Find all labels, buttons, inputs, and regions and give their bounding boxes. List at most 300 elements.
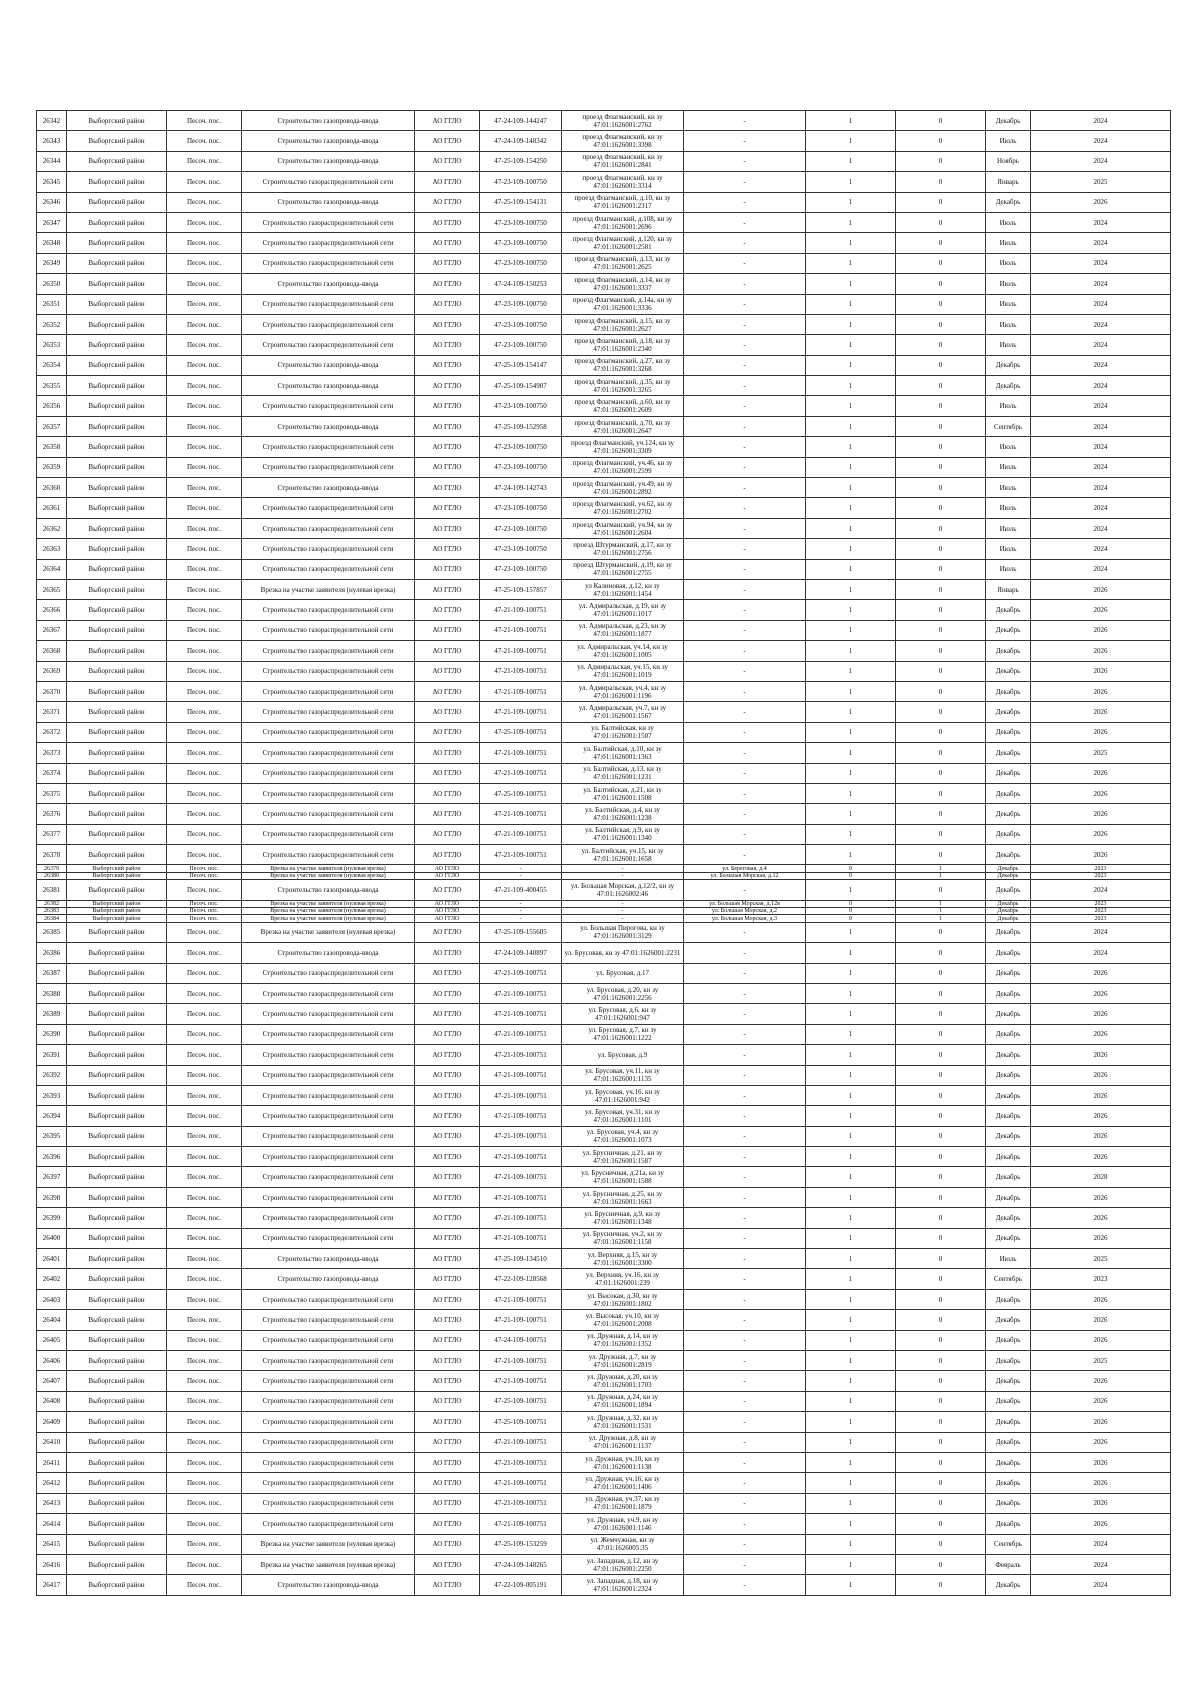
count-b-cell: 0 <box>896 783 986 803</box>
organization-cell: АО ГГЛО <box>415 1289 480 1309</box>
year-cell: 2025 <box>1031 743 1171 763</box>
street-address-cell: - <box>684 376 806 396</box>
organization-cell: АО ГГЛО <box>415 212 480 232</box>
year-cell: 2024 <box>1031 1534 1171 1554</box>
count-a-cell: 1 <box>806 1085 896 1105</box>
organization-cell: АО ГГЛО <box>415 1452 480 1472</box>
street-address-cell: - <box>684 457 806 477</box>
table-row <box>37 1249 1171 1269</box>
application-code-cell: 47-23-109-100750 <box>480 396 562 416</box>
row-number: 26376 <box>37 804 67 824</box>
year-cell: 2026 <box>1031 1514 1171 1534</box>
district-cell: Выборгский район <box>67 437 167 457</box>
cadastral-address-cell: ул. Адмиральская, уч.15, кн зу 47:01:1626001:1019 <box>562 661 684 681</box>
settlement-cell: Песоч. пос. <box>167 1249 242 1269</box>
street-address-cell: - <box>684 943 806 963</box>
work-type-cell: Строительство газопровода-ввода <box>242 1269 415 1289</box>
month-cell: Декабрь <box>986 743 1031 763</box>
year-cell: 2025 <box>1031 172 1171 192</box>
cadastral-address-cell: ул. Дружная, уч.9, кн зу 47:01:1626001:1146 <box>562 1514 684 1534</box>
district-cell: Выборгский район <box>67 1351 167 1371</box>
street-address-cell: - <box>684 1167 806 1187</box>
application-code-cell: 47-23-109-100750 <box>480 335 562 355</box>
organization-cell: АО ГГЛО <box>415 1412 480 1432</box>
application-code-cell: 47-21-109-100751 <box>480 1351 562 1371</box>
district-cell: Выборгский район <box>67 111 167 131</box>
settlement-cell: Песоч. пос. <box>167 355 242 375</box>
application-code-cell: 47-23-109-100750 <box>480 498 562 518</box>
year-cell: 2026 <box>1031 1289 1171 1309</box>
settlement-cell: Песоч. пос. <box>167 1208 242 1228</box>
table-row <box>37 1065 1171 1085</box>
organization-cell: АО ГГЛО <box>415 1493 480 1513</box>
row-number: 26395 <box>37 1126 67 1146</box>
table-row <box>37 457 1171 477</box>
count-b-cell: 0 <box>896 1575 986 1595</box>
street-address-cell: - <box>684 1351 806 1371</box>
work-type-cell: Строительство газораспределительной сети <box>242 804 415 824</box>
row-number: 26415 <box>37 1534 67 1554</box>
year-cell: 2024 <box>1031 212 1171 232</box>
cadastral-address-cell: ул. Дружная, д.24, кн зу 47:01:1626001:1894 <box>562 1391 684 1411</box>
organization-cell: АО ГГЛО <box>415 457 480 477</box>
district-cell: Выборгский район <box>67 943 167 963</box>
row-number: 26362 <box>37 518 67 538</box>
count-b-cell: 0 <box>896 416 986 436</box>
count-a-cell: 1 <box>806 1187 896 1207</box>
cadastral-address-cell: ул. Брусовая, уч.31, кн зу 47:01:1626001:1101 <box>562 1106 684 1126</box>
work-type-cell: Строительство газораспределительной сети <box>242 1371 415 1391</box>
table-row <box>37 641 1171 661</box>
settlement-cell: Песоч. пос. <box>167 1228 242 1248</box>
settlement-cell: Песоч. пос. <box>167 943 242 963</box>
count-a-cell: 0 <box>806 908 896 915</box>
settlement-cell: Песоч. пос. <box>167 335 242 355</box>
month-cell: Январь <box>986 579 1031 599</box>
settlement-cell: Песоч. пос. <box>167 915 242 922</box>
row-number: 26378 <box>37 845 67 865</box>
year-cell: 2024 <box>1031 253 1171 273</box>
settlement-cell: Песоч. пос. <box>167 253 242 273</box>
month-cell: Декабрь <box>986 1106 1031 1126</box>
cadastral-address-cell: - <box>562 908 684 915</box>
street-address-cell: - <box>684 274 806 294</box>
count-b-cell: 0 <box>896 1106 986 1126</box>
count-b-cell: 0 <box>896 600 986 620</box>
work-type-cell: Строительство газопровода-ввода <box>242 151 415 171</box>
row-number: 26367 <box>37 620 67 640</box>
settlement-cell: Песоч. пос. <box>167 233 242 253</box>
table-row <box>37 702 1171 722</box>
count-a-cell: 1 <box>806 396 896 416</box>
count-a-cell: 1 <box>806 1228 896 1248</box>
row-number: 26354 <box>37 355 67 375</box>
street-address-cell: - <box>684 151 806 171</box>
count-b-cell: 0 <box>896 1167 986 1187</box>
count-a-cell: 1 <box>806 274 896 294</box>
application-code-cell: 47-21-109-100751 <box>480 1004 562 1024</box>
organization-cell: АО ГГЛО <box>415 1473 480 1493</box>
work-type-cell: Строительство газораспределительной сети <box>242 845 415 865</box>
settlement-cell: Песоч. пос. <box>167 111 242 131</box>
street-address-cell: ул. Большая Морская, д.2 <box>684 908 806 915</box>
district-cell: Выборгский район <box>67 804 167 824</box>
district-cell: Выборгский район <box>67 880 167 900</box>
district-cell: Выборгский район <box>67 1187 167 1207</box>
district-cell: Выборгский район <box>67 233 167 253</box>
street-address-cell: - <box>684 1371 806 1391</box>
table-row <box>37 1085 1171 1105</box>
month-cell: Июль <box>986 539 1031 559</box>
count-a-cell: 1 <box>806 1024 896 1044</box>
application-code-cell: 47-21-109-100751 <box>480 845 562 865</box>
year-cell: 2026 <box>1031 579 1171 599</box>
month-cell: Декабрь <box>986 845 1031 865</box>
table-row <box>37 1575 1171 1595</box>
street-address-cell: - <box>684 314 806 334</box>
street-address-cell: - <box>684 437 806 457</box>
month-cell: Июль <box>986 478 1031 498</box>
street-address-cell: - <box>684 253 806 273</box>
cadastral-address-cell: ул. Западная, д.18, кн зу 47:01:1626001:2324 <box>562 1575 684 1595</box>
settlement-cell: Песоч. пос. <box>167 376 242 396</box>
table-row <box>37 620 1171 640</box>
count-a-cell: 1 <box>806 559 896 579</box>
month-cell: Декабрь <box>986 192 1031 212</box>
cadastral-address-cell: ул. Брусовая, д.17 <box>562 963 684 983</box>
organization-cell: АО ГГЛО <box>415 915 480 922</box>
count-a-cell: 0 <box>806 872 896 879</box>
cadastral-address-cell: проезд Флагманский, д.18, кн зу 47:01:1626001:2340 <box>562 335 684 355</box>
organization-cell: АО ГГЛО <box>415 620 480 640</box>
month-cell: Декабрь <box>986 1167 1031 1187</box>
settlement-cell: Песоч. пос. <box>167 1493 242 1513</box>
table-row <box>37 192 1171 212</box>
settlement-cell: Песоч. пос. <box>167 151 242 171</box>
work-type-cell: Строительство газораспределительной сети <box>242 743 415 763</box>
count-b-cell: 0 <box>896 845 986 865</box>
count-b-cell: 0 <box>896 151 986 171</box>
organization-cell: АО ГГЛО <box>415 559 480 579</box>
street-address-cell: - <box>684 1106 806 1126</box>
count-a-cell: 1 <box>806 314 896 334</box>
count-a-cell: 1 <box>806 1554 896 1574</box>
year-cell: 2026 <box>1031 1432 1171 1452</box>
row-number: 26359 <box>37 457 67 477</box>
street-address-cell: - <box>684 498 806 518</box>
count-a-cell: 1 <box>806 437 896 457</box>
cadastral-address-cell: ул. Балтийская, д.9, кн зу 47:01:1626001:1340 <box>562 824 684 844</box>
organization-cell: АО ГГЛО <box>415 681 480 701</box>
count-b-cell: 0 <box>896 922 986 942</box>
settlement-cell: Песоч. пос. <box>167 212 242 232</box>
table-row <box>37 478 1171 498</box>
row-number: 26372 <box>37 722 67 742</box>
organization-cell: АО ГГЛО <box>415 579 480 599</box>
organization-cell: АО ГГЛО <box>415 743 480 763</box>
district-cell: Выборгский район <box>67 1126 167 1146</box>
count-b-cell: 0 <box>896 111 986 131</box>
cadastral-address-cell: проезд Флагманский, д.35, кн зу 47:01:1626001:3265 <box>562 376 684 396</box>
settlement-cell: Песоч. пос. <box>167 743 242 763</box>
count-b-cell: 0 <box>896 1554 986 1574</box>
cadastral-address-cell: ул. Брусовая, д.9 <box>562 1045 684 1065</box>
year-cell: 2024 <box>1031 396 1171 416</box>
street-address-cell: - <box>684 963 806 983</box>
street-address-cell: - <box>684 922 806 942</box>
count-a-cell: 1 <box>806 880 896 900</box>
street-address-cell: - <box>684 478 806 498</box>
settlement-cell: Песоч. пос. <box>167 478 242 498</box>
settlement-cell: Песоч. пос. <box>167 722 242 742</box>
street-address-cell: - <box>684 983 806 1003</box>
organization-cell: АО ГГЛО <box>415 1391 480 1411</box>
organization-cell: АО ГГЛО <box>415 661 480 681</box>
cadastral-address-cell: ул Калиновая, д.12, кн зу 47:01:1626001:1454 <box>562 579 684 599</box>
organization-cell: АО ГГЛО <box>415 416 480 436</box>
work-type-cell: Строительство газораспределительной сети <box>242 457 415 477</box>
application-code-cell: 47-25-109-152958 <box>480 416 562 436</box>
row-number: 26417 <box>37 1575 67 1595</box>
work-type-cell: Строительство газораспределительной сети <box>242 681 415 701</box>
street-address-cell: - <box>684 1147 806 1167</box>
work-type-cell: Строительство газораспределительной сети <box>242 1412 415 1432</box>
count-a-cell: 0 <box>806 865 896 872</box>
month-cell: Декабрь <box>986 1147 1031 1167</box>
table-row <box>37 1269 1171 1289</box>
month-cell: Декабрь <box>986 804 1031 824</box>
row-number: 26416 <box>37 1554 67 1574</box>
count-b-cell: 0 <box>896 1412 986 1432</box>
month-cell: Декабрь <box>986 681 1031 701</box>
street-address-cell: - <box>684 620 806 640</box>
year-cell: 2026 <box>1031 1391 1171 1411</box>
organization-cell: АО ГГЛО <box>415 1045 480 1065</box>
settlement-cell: Песоч. пос. <box>167 1126 242 1146</box>
application-code-cell: 47-24-109-150253 <box>480 274 562 294</box>
table-row <box>37 416 1171 436</box>
count-a-cell: 1 <box>806 131 896 151</box>
settlement-cell: Песоч. пос. <box>167 1534 242 1554</box>
street-address-cell: - <box>684 722 806 742</box>
month-cell: Декабрь <box>986 1004 1031 1024</box>
district-cell: Выборгский район <box>67 900 167 907</box>
cadastral-address-cell: ул. Высокая, д.30, кн зу 47:01:1626001:1802 <box>562 1289 684 1309</box>
district-cell: Выборгский район <box>67 294 167 314</box>
count-b-cell: 0 <box>896 518 986 538</box>
year-cell: 2026 <box>1031 722 1171 742</box>
table-row <box>37 355 1171 375</box>
district-cell: Выборгский район <box>67 983 167 1003</box>
street-address-cell: - <box>684 111 806 131</box>
count-a-cell: 1 <box>806 1147 896 1167</box>
application-code-cell: 47-21-109-100751 <box>480 1126 562 1146</box>
organization-cell: АО ГГЛО <box>415 1228 480 1248</box>
organization-cell: АО ГГЛО <box>415 845 480 865</box>
cadastral-address-cell: проезд Штурманский, д.19, кн зу 47:01:1626001:2755 <box>562 559 684 579</box>
count-a-cell: 1 <box>806 478 896 498</box>
year-cell: 2026 <box>1031 1330 1171 1350</box>
count-a-cell: 0 <box>806 900 896 907</box>
district-cell: Выборгский район <box>67 1534 167 1554</box>
month-cell: Июль <box>986 274 1031 294</box>
work-type-cell: Строительство газораспределительной сети <box>242 661 415 681</box>
application-code-cell: 47-25-109-134510 <box>480 1249 562 1269</box>
settlement-cell: Песоч. пос. <box>167 579 242 599</box>
work-type-cell: Строительство газораспределительной сети <box>242 702 415 722</box>
cadastral-address-cell: ул. Брусничная, д.9, кн зу 47:01:1626001:1348 <box>562 1208 684 1228</box>
organization-cell: АО ГГЛО <box>415 1208 480 1228</box>
district-cell: Выборгский район <box>67 457 167 477</box>
cadastral-address-cell: ул. Западная, д.12, кн зу 47:01:1626001:2250 <box>562 1554 684 1574</box>
month-cell: Декабрь <box>986 1493 1031 1513</box>
cadastral-address-cell: ул. Балтийская, д.10, кн зу 47:01:1626001:1363 <box>562 743 684 763</box>
table-row <box>37 1106 1171 1126</box>
organization-cell: АО ГГЛО <box>415 963 480 983</box>
cadastral-address-cell: проезд Флагманский, уч.46, кн зу 47:01:1626001:2599 <box>562 457 684 477</box>
month-cell: Декабрь <box>986 963 1031 983</box>
application-code-cell: 47-21-109-100751 <box>480 1310 562 1330</box>
count-a-cell: 1 <box>806 498 896 518</box>
year-cell: 2026 <box>1031 1045 1171 1065</box>
application-code-cell: 47-23-109-100750 <box>480 437 562 457</box>
table-row <box>37 1371 1171 1391</box>
row-number: 26343 <box>37 131 67 151</box>
row-number: 26371 <box>37 702 67 722</box>
count-b-cell: 0 <box>896 620 986 640</box>
year-cell: 2028 <box>1031 1167 1171 1187</box>
settlement-cell: Песоч. пос. <box>167 1351 242 1371</box>
table-row <box>37 722 1171 742</box>
settlement-cell: Песоч. пос. <box>167 1085 242 1105</box>
count-b-cell: 0 <box>896 1351 986 1371</box>
year-cell: 2024 <box>1031 233 1171 253</box>
count-a-cell: 1 <box>806 661 896 681</box>
month-cell: Декабрь <box>986 1187 1031 1207</box>
count-a-cell: 1 <box>806 376 896 396</box>
year-cell: 2026 <box>1031 804 1171 824</box>
month-cell: Июль <box>986 518 1031 538</box>
year-cell: 2026 <box>1031 845 1171 865</box>
count-b-cell: 0 <box>896 1452 986 1472</box>
work-type-cell: Врезка на участке заявителя (нулевая врезка) <box>242 908 415 915</box>
table-row <box>37 922 1171 942</box>
month-cell: Декабрь <box>986 1473 1031 1493</box>
count-b-cell: 0 <box>896 274 986 294</box>
cadastral-address-cell: проезд Флагманский, кн зу 47:01:1626001:2762 <box>562 111 684 131</box>
table-row <box>37 1289 1171 1309</box>
year-cell: 2025 <box>1031 1249 1171 1269</box>
organization-cell: АО ГГЛО <box>415 900 480 907</box>
year-cell: 2024 <box>1031 498 1171 518</box>
settlement-cell: Песоч. пос. <box>167 1045 242 1065</box>
count-b-cell: 0 <box>896 641 986 661</box>
work-type-cell: Строительство газораспределительной сети <box>242 1228 415 1248</box>
settlement-cell: Песоч. пос. <box>167 1065 242 1085</box>
application-code-cell: 47-21-109-100751 <box>480 743 562 763</box>
cadastral-address-cell: ул. Брусничная, д.21, кн зу 47:01:1626001:1587 <box>562 1147 684 1167</box>
year-cell: 2026 <box>1031 963 1171 983</box>
count-b-cell: 0 <box>896 355 986 375</box>
settlement-cell: Песоч. пос. <box>167 922 242 942</box>
month-cell: Сентябрь <box>986 416 1031 436</box>
count-b-cell: 0 <box>896 314 986 334</box>
row-number: 26356 <box>37 396 67 416</box>
row-number: 26360 <box>37 478 67 498</box>
month-cell: Декабрь <box>986 1085 1031 1105</box>
street-address-cell: - <box>684 661 806 681</box>
month-cell: Декабрь <box>986 1024 1031 1044</box>
settlement-cell: Песоч. пос. <box>167 900 242 907</box>
year-cell: 2024 <box>1031 943 1171 963</box>
street-address-cell: - <box>684 1310 806 1330</box>
count-b-cell: 0 <box>896 131 986 151</box>
district-cell: Выборгский район <box>67 743 167 763</box>
application-code-cell: 47-23-109-100750 <box>480 518 562 538</box>
count-a-cell: 1 <box>806 1432 896 1452</box>
district-cell: Выборгский район <box>67 335 167 355</box>
count-b-cell: 0 <box>896 804 986 824</box>
month-cell: Декабрь <box>986 1351 1031 1371</box>
settlement-cell: Песоч. пос. <box>167 824 242 844</box>
organization-cell: АО ГГЛО <box>415 274 480 294</box>
count-b-cell: 0 <box>896 681 986 701</box>
table-row <box>37 872 1171 879</box>
application-code-cell: 47-21-109-100751 <box>480 600 562 620</box>
work-type-cell: Строительство газораспределительной сети <box>242 1514 415 1534</box>
count-b-cell: 0 <box>896 1228 986 1248</box>
month-cell: Декабрь <box>986 355 1031 375</box>
count-a-cell: 1 <box>806 1289 896 1309</box>
year-cell: 2026 <box>1031 1452 1171 1472</box>
row-number: 26383 <box>37 908 67 915</box>
year-cell: 2024 <box>1031 111 1171 131</box>
street-address-cell: - <box>684 1208 806 1228</box>
year-cell: 2023 <box>1031 1269 1171 1289</box>
district-cell: Выборгский район <box>67 355 167 375</box>
work-type-cell: Врезка на участке заявителя (нулевая врезка) <box>242 915 415 922</box>
table-row <box>37 1310 1171 1330</box>
organization-cell: АО ГГЛО <box>415 314 480 334</box>
row-number: 26401 <box>37 1249 67 1269</box>
application-code-cell: 47-21-109-100751 <box>480 1514 562 1534</box>
work-type-cell: Врезка на участке заявителя (нулевая врезка) <box>242 1534 415 1554</box>
cadastral-address-cell: ул. Адмиральская, д.19, кн зу 47:01:1626001:1017 <box>562 600 684 620</box>
count-b-cell: 0 <box>896 233 986 253</box>
year-cell: 2026 <box>1031 1208 1171 1228</box>
cadastral-address-cell: ул. Балтийская, уч.15, кн зу 47:01:1626001:1658 <box>562 845 684 865</box>
year-cell: 2026 <box>1031 620 1171 640</box>
year-cell: 2023 <box>1031 865 1171 872</box>
table-row <box>37 1004 1171 1024</box>
month-cell: Декабрь <box>986 763 1031 783</box>
cadastral-address-cell: ул. Верхняя, уч.16, кн зу 47:01:1626001:239 <box>562 1269 684 1289</box>
settlement-cell: Песоч. пос. <box>167 1330 242 1350</box>
street-address-cell: - <box>684 1514 806 1534</box>
work-type-cell: Строительство газораспределительной сети <box>242 172 415 192</box>
row-number: 26369 <box>37 661 67 681</box>
district-cell: Выборгский район <box>67 722 167 742</box>
month-cell: Декабрь <box>986 1310 1031 1330</box>
year-cell: 2026 <box>1031 763 1171 783</box>
year-cell: 2024 <box>1031 1575 1171 1595</box>
count-a-cell: 1 <box>806 783 896 803</box>
year-cell: 2024 <box>1031 294 1171 314</box>
cadastral-address-cell: проезд Флагманский, д.15, кн зу 47:01:1626001:2627 <box>562 314 684 334</box>
month-cell: Декабрь <box>986 722 1031 742</box>
district-cell: Выборгский район <box>67 681 167 701</box>
month-cell: Декабрь <box>986 915 1031 922</box>
